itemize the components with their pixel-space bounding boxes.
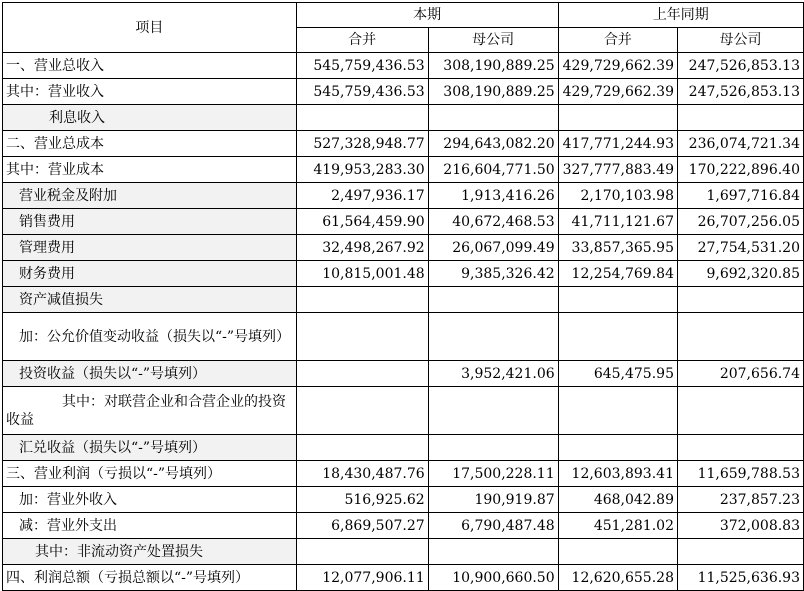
cell-current-parent: 6,790,487.48 [428, 513, 558, 539]
cell-current-consolidated: 18,430,487.76 [296, 461, 428, 487]
row-label: 其中：营业成本 [3, 157, 297, 183]
cell-current-consolidated: 61,564,459.90 [296, 209, 428, 235]
table-row [3, 105, 804, 131]
cell-current-consolidated: 545,759,436.53 [296, 79, 428, 105]
cell-current-parent: 9,385,326.42 [428, 261, 558, 287]
row-label: 其中：非流动资产处置损失 [3, 539, 297, 565]
row-label: 四、利润总额（亏损总额以“-”号填列） [3, 565, 297, 591]
table-row [3, 209, 804, 235]
cell-current-parent: 17,500,228.11 [428, 461, 558, 487]
cell-prior-parent [677, 313, 803, 361]
cell-prior-consolidated: 41,711,121.67 [558, 209, 677, 235]
cell-prior-consolidated [558, 387, 677, 435]
header-current-period: 本期 [296, 3, 558, 28]
row-label: 营业税金及附加 [3, 183, 297, 209]
row-label: 销售费用 [3, 209, 297, 235]
cell-current-parent: 1,913,416.26 [428, 183, 558, 209]
cell-prior-consolidated [558, 435, 677, 461]
cell-current-parent [428, 435, 558, 461]
income-statement-table [2, 2, 804, 591]
cell-prior-consolidated: 417,771,244.93 [558, 131, 677, 157]
row-label: 资产减值损失 [3, 287, 297, 313]
row-label: 一、营业总收入 [3, 53, 297, 79]
row-label: 汇兑收益（损失以“-”号填列） [3, 435, 297, 461]
cell-prior-parent [677, 435, 803, 461]
cell-prior-consolidated [558, 313, 677, 361]
cell-current-consolidated [296, 287, 428, 313]
table-row [3, 261, 804, 287]
row-label: 投资收益（损失以“-”号填列） [3, 361, 297, 387]
cell-current-parent: 294,643,082.20 [428, 131, 558, 157]
cell-prior-consolidated: 12,620,655.28 [558, 565, 677, 591]
cell-prior-parent: 170,222,896.40 [677, 157, 803, 183]
cell-prior-parent: 247,526,853.13 [677, 79, 803, 105]
table-row [3, 157, 804, 183]
cell-current-parent: 3,952,421.06 [428, 361, 558, 387]
cell-current-parent: 10,900,660.50 [428, 565, 558, 591]
table-row [3, 387, 804, 435]
cell-prior-consolidated: 12,603,893.41 [558, 461, 677, 487]
table-row [3, 461, 804, 487]
cell-current-consolidated: 527,328,948.77 [296, 131, 428, 157]
cell-current-consolidated [296, 539, 428, 565]
cell-current-consolidated [296, 361, 428, 387]
cell-current-consolidated: 419,953,283.30 [296, 157, 428, 183]
table-row [3, 79, 804, 105]
cell-prior-parent: 372,008.83 [677, 513, 803, 539]
cell-prior-consolidated: 451,281.02 [558, 513, 677, 539]
cell-prior-consolidated: 468,042.89 [558, 487, 677, 513]
table-row [3, 539, 804, 565]
cell-prior-consolidated: 33,857,365.95 [558, 235, 677, 261]
cell-prior-consolidated: 429,729,662.39 [558, 53, 677, 79]
cell-current-parent: 308,190,889.25 [428, 79, 558, 105]
cell-prior-parent [677, 539, 803, 565]
cell-current-parent: 190,919.87 [428, 487, 558, 513]
header-current-parent: 母公司 [428, 28, 558, 53]
table-row [3, 361, 804, 387]
cell-prior-parent [677, 105, 803, 131]
cell-prior-parent: 11,525,636.93 [677, 565, 803, 591]
cell-prior-consolidated: 429,729,662.39 [558, 79, 677, 105]
table-row [3, 53, 804, 79]
row-label: 财务费用 [3, 261, 297, 287]
row-label: 加：营业外收入 [3, 487, 297, 513]
cell-current-parent [428, 287, 558, 313]
cell-prior-parent [677, 287, 803, 313]
table-row [3, 513, 804, 539]
table-row [3, 487, 804, 513]
cell-prior-parent: 27,754,531.20 [677, 235, 803, 261]
cell-prior-parent: 26,707,256.05 [677, 209, 803, 235]
cell-current-consolidated: 6,869,507.27 [296, 513, 428, 539]
table-row [3, 183, 804, 209]
cell-current-consolidated [296, 387, 428, 435]
cell-current-consolidated [296, 105, 428, 131]
cell-current-consolidated [296, 313, 428, 361]
cell-current-parent [428, 387, 558, 435]
cell-prior-parent [677, 387, 803, 435]
row-label: 加：公允价值变动收益（损失以“-”号填列） [3, 313, 297, 361]
cell-prior-consolidated: 12,254,769.84 [558, 261, 677, 287]
header-current-consolidated: 合并 [296, 28, 428, 53]
header-item: 项目 [3, 3, 297, 53]
income-statement [2, 2, 804, 591]
cell-current-consolidated: 516,925.62 [296, 487, 428, 513]
cell-prior-parent: 9,692,320.85 [677, 261, 803, 287]
row-label: 利息收入 [3, 105, 297, 131]
cell-prior-consolidated [558, 105, 677, 131]
cell-current-parent [428, 105, 558, 131]
cell-current-consolidated [296, 435, 428, 461]
cell-prior-consolidated: 327,777,883.49 [558, 157, 677, 183]
table-row [3, 131, 804, 157]
cell-prior-consolidated: 2,170,103.98 [558, 183, 677, 209]
row-label: 管理费用 [3, 235, 297, 261]
cell-prior-parent: 237,857.23 [677, 487, 803, 513]
cell-prior-parent: 1,697,716.84 [677, 183, 803, 209]
row-label: 二、营业总成本 [3, 131, 297, 157]
header-prior-period: 上年同期 [558, 3, 803, 28]
row-label: 三、营业利润（亏损以“-”号填列） [3, 461, 297, 487]
table-row [3, 287, 804, 313]
cell-prior-consolidated [558, 287, 677, 313]
cell-current-consolidated: 10,815,001.48 [296, 261, 428, 287]
cell-current-parent: 216,604,771.50 [428, 157, 558, 183]
header-prior-consolidated: 合并 [558, 28, 677, 53]
row-label: 减：营业外支出 [3, 513, 297, 539]
table-row [3, 235, 804, 261]
cell-current-parent [428, 539, 558, 565]
cell-prior-parent: 11,659,788.53 [677, 461, 803, 487]
cell-prior-consolidated [558, 539, 677, 565]
cell-prior-parent: 247,526,853.13 [677, 53, 803, 79]
cell-current-consolidated: 2,497,936.17 [296, 183, 428, 209]
row-label: 其中：对联营企业和合营企业的投资收益 [3, 387, 297, 435]
cell-prior-parent: 207,656.74 [677, 361, 803, 387]
header-prior-parent: 母公司 [677, 28, 803, 53]
cell-current-consolidated: 12,077,906.11 [296, 565, 428, 591]
cell-prior-consolidated: 645,475.95 [558, 361, 677, 387]
cell-current-consolidated: 32,498,267.92 [296, 235, 428, 261]
cell-current-parent: 40,672,468.53 [428, 209, 558, 235]
cell-current-parent: 308,190,889.25 [428, 53, 558, 79]
row-label: 其中：营业收入 [3, 79, 297, 105]
table-row [3, 313, 804, 361]
table-row [3, 435, 804, 461]
cell-current-parent: 26,067,099.49 [428, 235, 558, 261]
cell-current-consolidated: 545,759,436.53 [296, 53, 428, 79]
cell-current-parent [428, 313, 558, 361]
cell-prior-parent: 236,074,721.34 [677, 131, 803, 157]
table-row [3, 565, 804, 591]
